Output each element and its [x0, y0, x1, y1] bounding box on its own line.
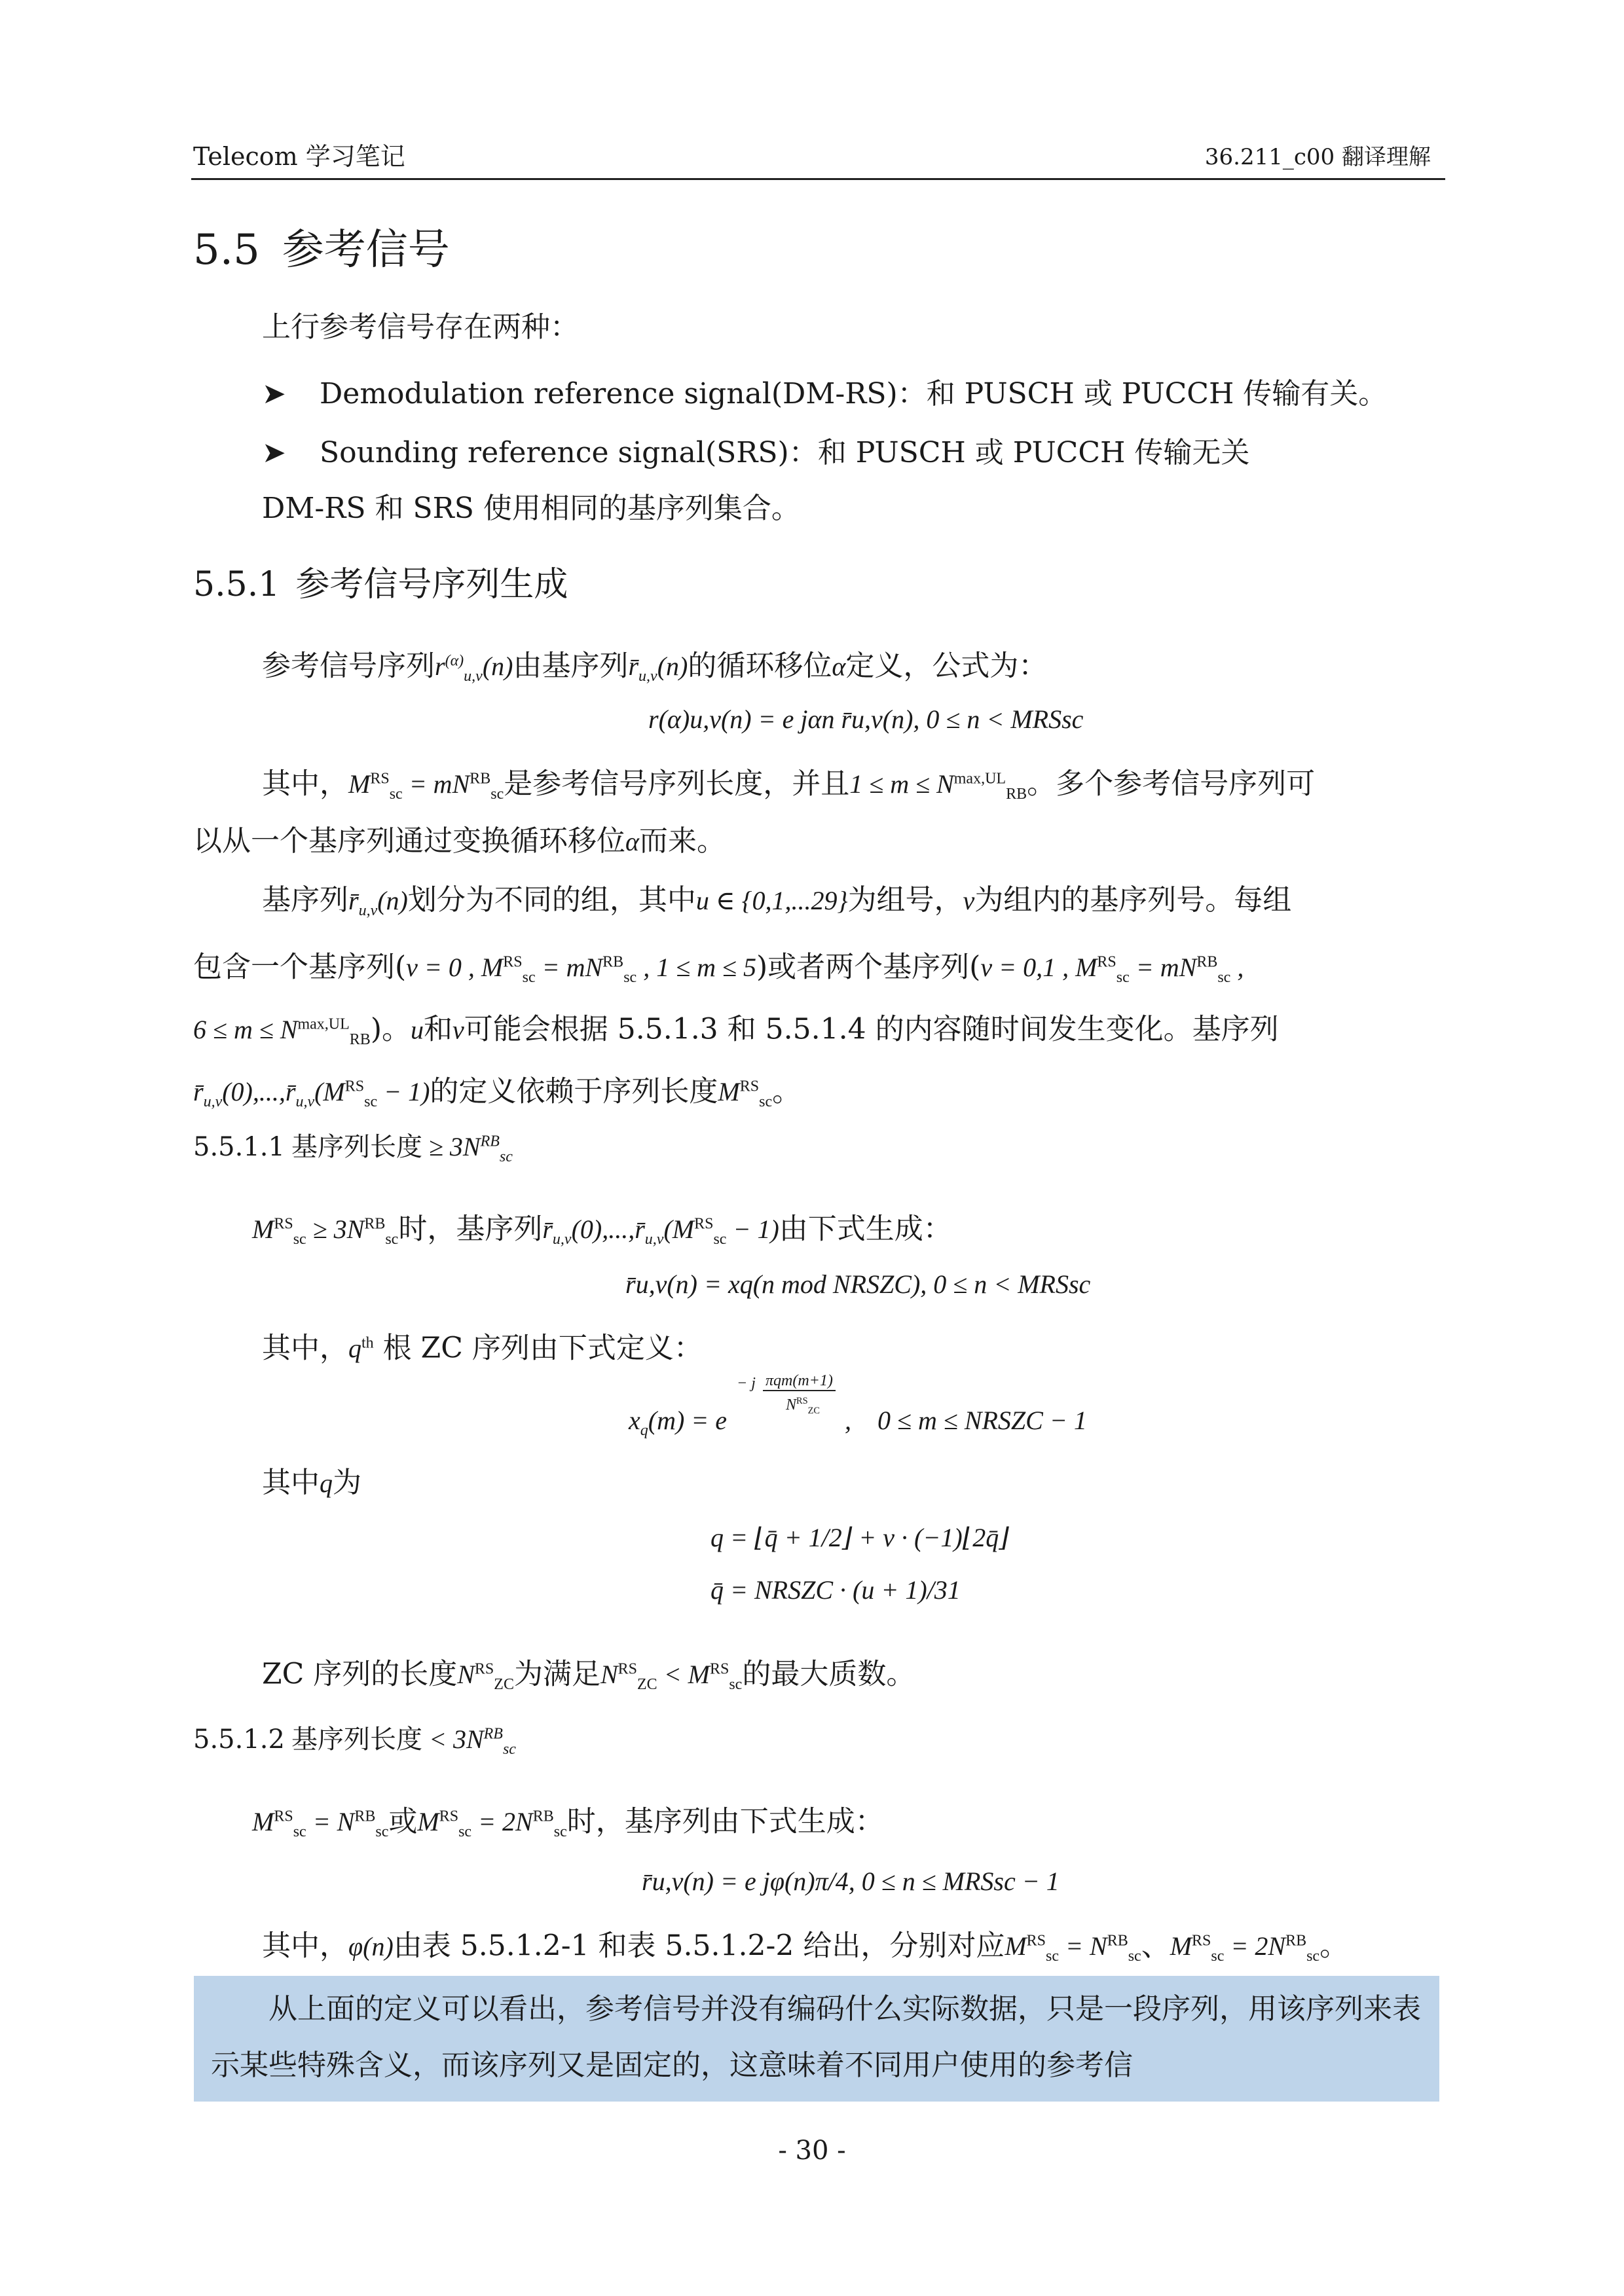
section-closing: DM-RS 和 SRS 使用相同的基序列集合。 [262, 492, 800, 525]
subsection-title: 参考信号序列生成 [295, 565, 568, 604]
paragraph-1: 参考信号序列$r^{(\alpha)}_{u,v}(n)$由基序列$r̄_{u,v}(n)$的循环移位α定义，公式为： [262, 649, 1048, 685]
sub2-heading: 5.5.1.2 基序列长度 < $3N^{RB}_{sc}$ [193, 1724, 516, 1758]
page-number: - 30 - [778, 2136, 846, 2166]
equation-base-sequence: r̄u,v(n) = xq(n mod NRSZC), 0 ≤ n < MRSsc [625, 1269, 1091, 1299]
equation-cyclic-shift: r(α)u,v(n) = e jαn r̄u,v(n), 0 ≤ n < MRSsc [648, 704, 1084, 734]
note-text: 从上面的定义可以看出，参考信号并没有编码什么实际数据，只是一段序列，用该序列来表示某些特殊含义，而该序列又是固定的，这意味着不同用户使用的参考信 [211, 1992, 1421, 2082]
sub1-heading: 5.5.1.1 基序列长度 ≥ $3N^{RB}_{sc}$ [193, 1132, 513, 1165]
section-number: 5.5 [193, 226, 260, 274]
sub2-tail: 其中，φ(n)由表 5.5.1.2-1 和表 5.5.1.2-2 给出，分别对应$M^{RS}_{sc} = N^{RB}_{sc}$、$M^{RS}_{sc} = 2N^{RB}_{sc}$。 [262, 1929, 1349, 1965]
equation-q: q = ⌊q̄ + 1/2⌋ + v · (−1)⌊2q̄⌋ [710, 1523, 1009, 1552]
bullet-item-dmrs: ➤ Demodulation reference signal(DM-RS)：和 PUSCH 或 PUCCH 传输有关。 [262, 377, 1388, 410]
bullet-item-srs: ➤ Sounding reference signal(SRS)：和 PUSCH 或 PUCCH 传输无关 [262, 436, 1250, 469]
arrowhead-bullet-icon: ➤ [262, 377, 286, 410]
paragraph-3-line1: 基序列$r̄_{u,v}(n)$划分为不同的组，其中u ∈ {0,1,...29}为组号，v为组内的基序列号。每组 [262, 883, 1292, 919]
header-right: 36.211_c00 翻译理解 [1204, 144, 1431, 170]
sub1-zc-intro: 其中，$q^{th}$ 根 ZC 序列由下式定义： [262, 1331, 703, 1365]
sub2-condition: $M^{RS}_{sc} = N^{RB}_{sc}$或$M^{RS}_{sc} = 2N^{RB}_{sc}$时，基序列由下式生成： [252, 1804, 884, 1841]
subsection-number: 5.5.1 [193, 565, 280, 604]
arrowhead-bullet-icon: ➤ [262, 436, 286, 469]
paragraph-2-line2: 以从一个基序列通过变换循环移位α而来。 [193, 824, 726, 858]
section-title: 参考信号 [282, 226, 450, 274]
paragraph-3-line2: 包含一个基序列(v = 0 , $M^{RS}_{sc} = mN^{RB}_{sc}$ , 1 ≤ m ≤ 5)或者两个基序列(v = 0,1 , $M^{RS}_{sc} = mN^{RB}_{sc}$ , [193, 950, 1244, 987]
paragraph-3-line3: $6 \le m \le N^{max,UL}_{RB}$)。u和v可能会根据 5.5.1.3 和 5.5.1.4 的内容随时间发生变化。基序列 [193, 1012, 1279, 1049]
equation-short-base-sequence: r̄u,v(n) = e jφ(n)π/4, 0 ≤ n ≤ MRSsc − 1 [642, 1867, 1060, 1896]
subsection-heading [193, 556, 568, 606]
header-left: Telecom 学习笔记 [193, 142, 405, 171]
section-heading [193, 216, 450, 276]
highlighted-note [194, 1976, 1439, 2102]
sub1-zc-length: ZC 序列的长度$N^{RS}_{ZC}$为满足$N^{RS}_{ZC} < M^{RS}_{sc}$的最大质数。 [262, 1657, 915, 1694]
equation-zadoff-chu: $x_q(m) = e$ − j πqm(m+1) $N^{RS}_{ZC}$ , 0 ≤ m ≤ NRSZC − 1 [629, 1372, 1087, 1439]
equation-q-bar: q̄ = NRSZC · (u + 1)/31 [710, 1575, 961, 1605]
sub1-condition: $M^{RS}_{sc} \ge 3N^{RB}_{sc}$时，基序列$r̄_{u,v}(0),...,r̄_{u,v}(M^{RS}_{sc} - 1)$由下式生成： [252, 1212, 952, 1248]
paragraph-2-line1: 其中，$M^{RS}_{sc} = mN^{RB}_{sc}$是参考信号序列长度，并且$1 \le m \le N^{max,UL}_{RB}$。多个参考信号序列可 [262, 767, 1316, 803]
paragraph-3-line4: $r̄_{u,v}(0),...,r̄_{u,v}(M^{RS}_{sc} - 1)$的定义依赖于序列长度$M^{RS}_{sc}$。 [193, 1074, 802, 1111]
header-divider [191, 178, 1445, 180]
sub1-q-intro: 其中q为 [262, 1466, 361, 1499]
section-intro: 上行参考信号存在两种： [262, 310, 579, 344]
